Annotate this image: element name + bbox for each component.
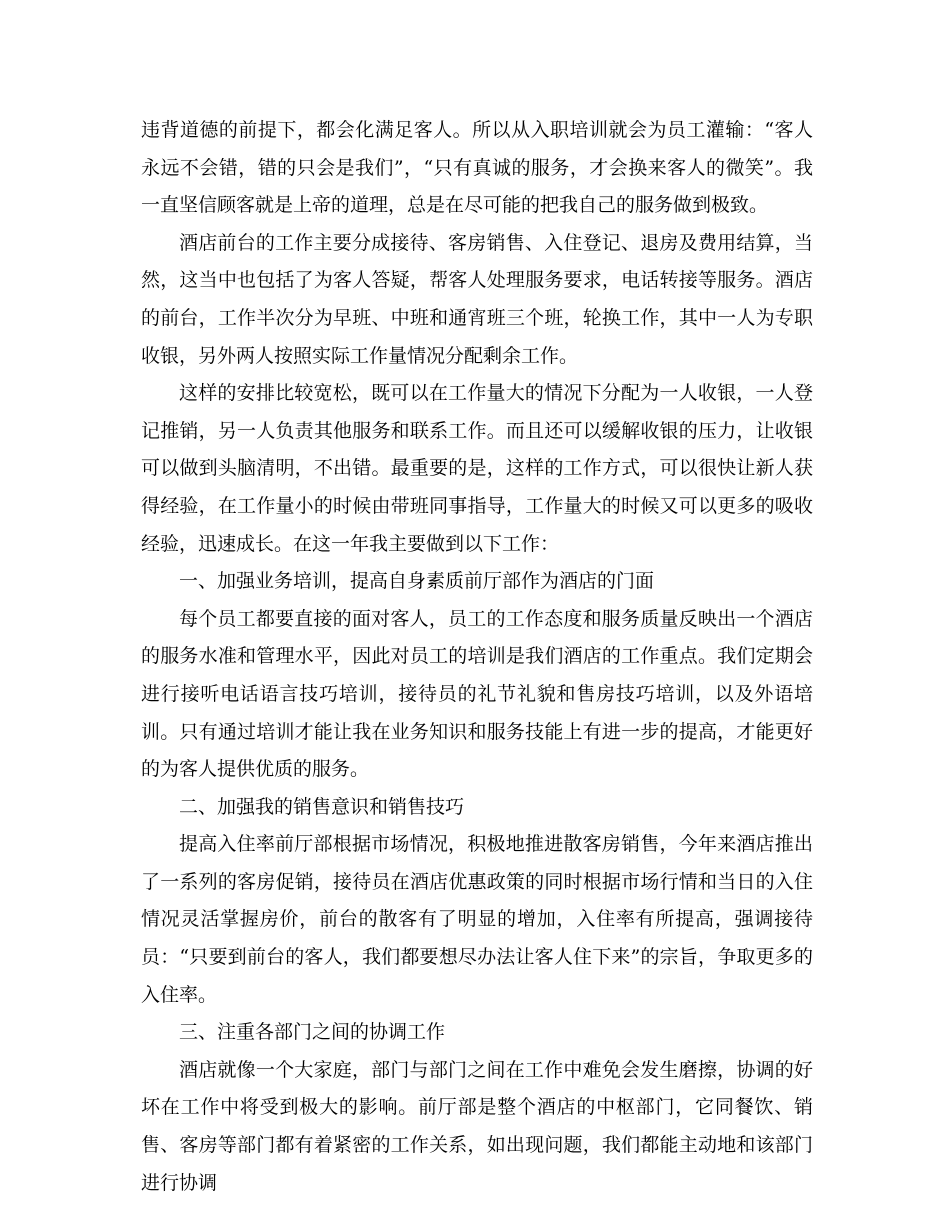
paragraph-occupancy-rate: 提高入住率前厅部根据市场情况，积极地推进散客房销售，今年来酒店推出了一系列的客房促销，接待员在酒店优惠政策的同时根据市场行情和当日的入住情况灵活掌握房价，前台的散客有了明显的增加，入住率有所提高，强调接待员：“只要到前台的客人，我们都要想尽办法让客人住下来”的宗旨，争取更多的入住率。 [141,833,813,1006]
paragraph-front-desk-duties: 酒店前台的工作主要分成接待、客房销售、入住登记、退房及费用结算，当然，这当中也包括了为客人答疑，帮客人处理服务要求，电话转接等服务。酒店的前台，工作半次分为早班、中班和通宵班三个班，轮换工作，其中一人为专职收银，另外两人按照实际工作量情况分配剩余工作。 [141,231,813,367]
paragraph-shift-arrangement: 这样的安排比较宽松，既可以在工作量大的情况下分配为一人收银，一人登记推销，另一人负责其他服务和联系工作。而且还可以缓解收银的压力，让收银可以做到头脑清明，不出错。最重要的是，这样的工作方式，可以很快让新人获得经验，在工作量小的时候由带班同事指导，工作量大的时候又可以更多的吸收经验，迅速成长。在这一年我主要做到以下工作： [141,382,813,555]
heading-business-training: 一、加强业务培训，提高自身素质前厅部作为酒店的门面 [179,570,655,593]
heading-sales-skills: 二、加强我的销售意识和销售技巧 [179,795,465,818]
paragraph-continuation: 违背道德的前提下，都会化满足客人。所以从入职培训就会为员工灌输：“客人永远不会错，错的只会是我们”，“只有真诚的服务，才会换来客人的微笑”。我一直坚信顾客就是上帝的道理，总是在尽可能的把我自己的服务做到极致。 [141,119,813,217]
paragraph-coordination: 酒店就像一个大家庭，部门与部门之间在工作中难免会发生磨擦，协调的好坏在工作中将受到极大的影响。前厅部是整个酒店的中枢部门，它同餐饮、销售、客房等部门都有着紧密的工作关系，如出现问题，我们都能主动地和该部门进行协调 [141,1058,813,1194]
paragraph-staff-training: 每个员工都要直接的面对客人，员工的工作态度和服务质量反映出一个酒店的服务水准和管理水平，因此对员工的培训是我们酒店的工作重点。我们定期会进行接听电话语言技巧培训，接待员的礼节礼貌和售房技巧培训，以及外语培训。只有通过培训才能让我在业务知识和服务技能上有进一步的提高，才能更好的为客人提供优质的服务。 [141,607,813,781]
heading-department-coordination: 三、注重各部门之间的协调工作 [179,1021,446,1044]
document-body [141,112,813,1202]
